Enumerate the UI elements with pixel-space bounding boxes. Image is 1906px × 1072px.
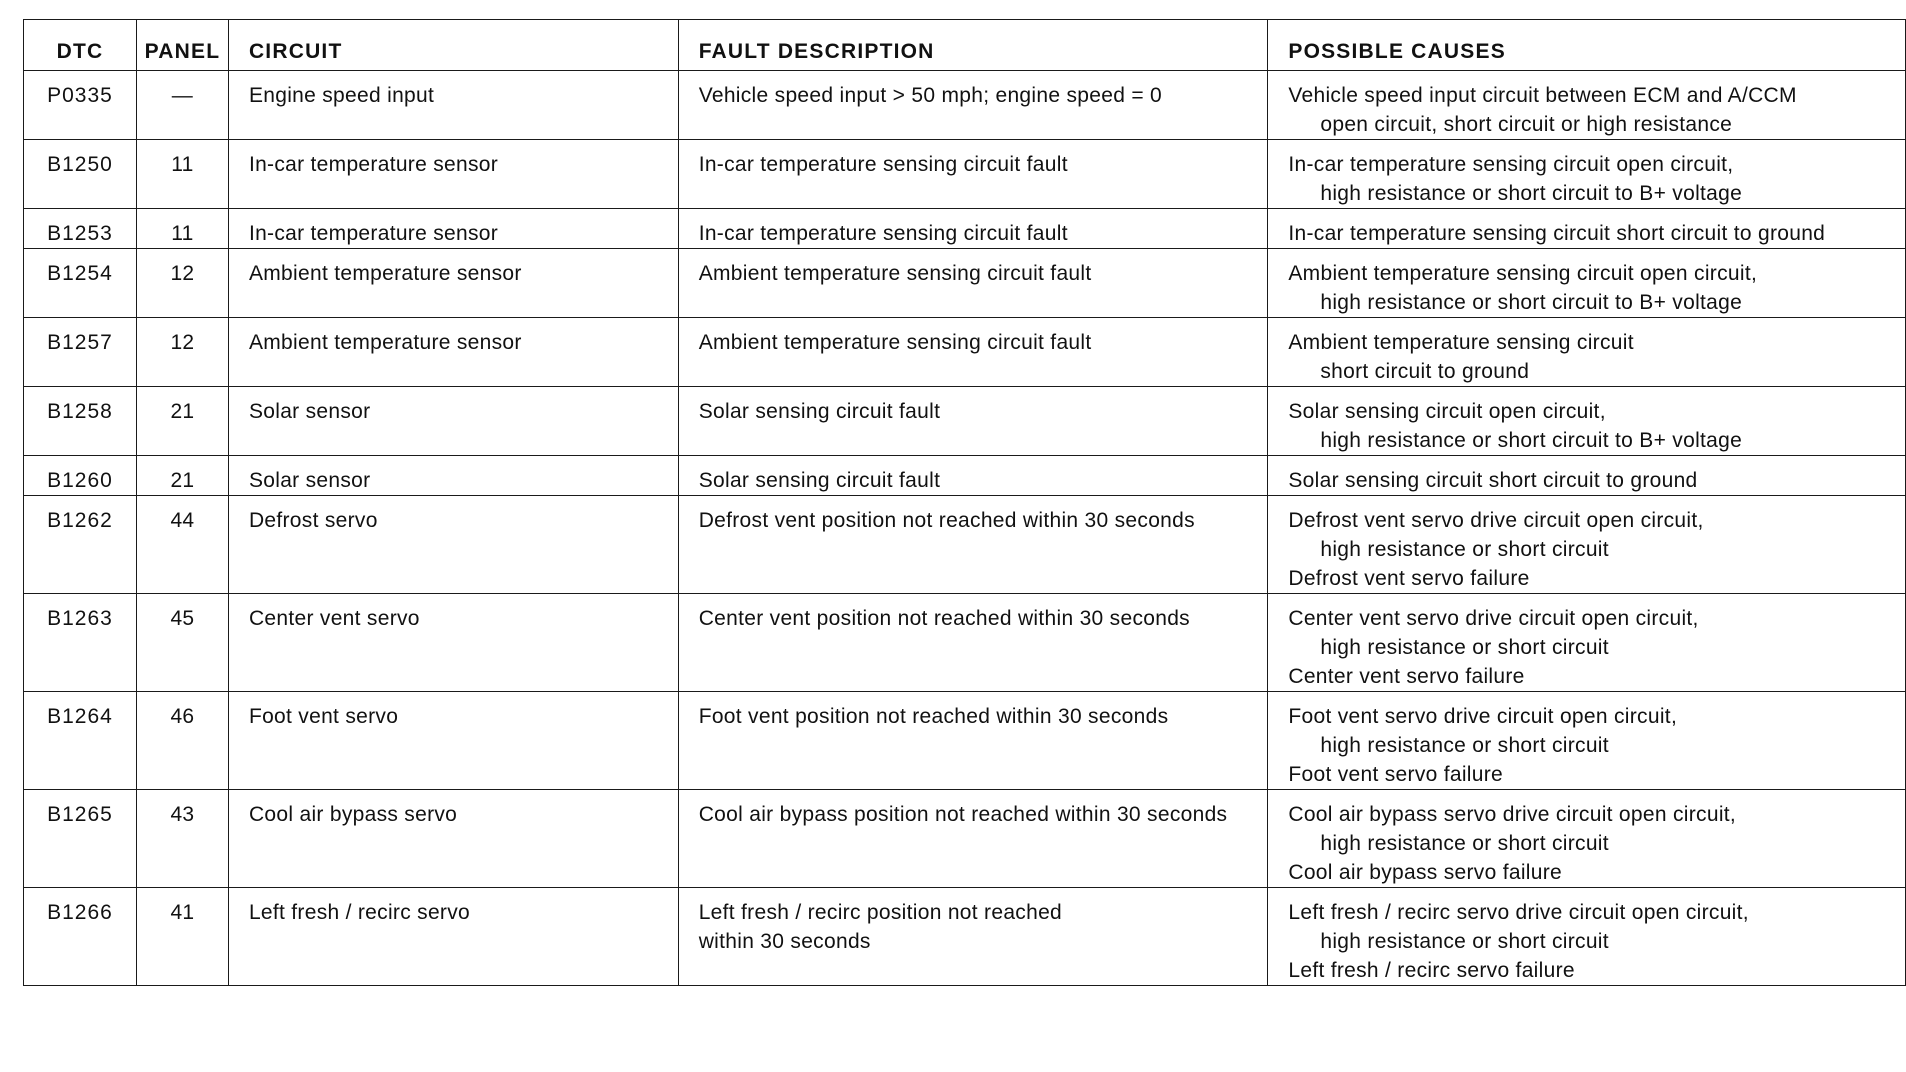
table-row <box>24 140 1906 209</box>
fault-description <box>678 249 1268 318</box>
possible-causes <box>1268 318 1906 387</box>
fault-description <box>678 71 1268 140</box>
possible-causes <box>1268 71 1906 140</box>
panel-code: 21 <box>136 456 228 496</box>
panel-code: 44 <box>136 496 228 594</box>
table-row <box>24 249 1906 318</box>
panel-code: 11 <box>136 209 228 249</box>
fault-description-line: Ambient temperature sensing circuit fault <box>698 262 1092 285</box>
possible-cause-line: high resistance or short circuit to B+ voltage <box>1320 429 1743 452</box>
possible-causes <box>1268 209 1906 249</box>
table-row <box>24 790 1906 888</box>
circuit-name: Solar sensor <box>228 387 678 456</box>
panel-code: 12 <box>136 249 228 318</box>
circuit-name: Engine speed input <box>228 71 678 140</box>
circuit-name: Left fresh / recirc servo <box>228 888 678 986</box>
fault-description <box>678 496 1268 594</box>
possible-cause-line: high resistance or short circuit <box>1320 832 1609 855</box>
circuit-name: Solar sensor <box>228 456 678 496</box>
possible-cause-line: Left fresh / recirc servo failure <box>1288 959 1575 982</box>
possible-causes <box>1268 888 1906 986</box>
possible-cause-line: Foot vent servo failure <box>1288 763 1504 786</box>
possible-causes <box>1268 692 1906 790</box>
table-row <box>24 692 1906 790</box>
table-row <box>24 456 1906 496</box>
fault-description-line: Solar sensing circuit fault <box>698 400 941 423</box>
circuit-name: Ambient temperature sensor <box>228 249 678 318</box>
possible-cause-line: Ambient temperature sensing circuit open circuit, <box>1288 262 1758 285</box>
possible-cause-line: Left fresh / recirc servo drive circuit open circuit, <box>1288 901 1749 924</box>
possible-cause-line: high resistance or short circuit to B+ voltage <box>1320 182 1743 205</box>
fault-description-line: Ambient temperature sensing circuit fault <box>698 331 1092 354</box>
fault-description-line: Foot vent position not reached within 30 seconds <box>698 705 1169 728</box>
possible-cause-line: high resistance or short circuit <box>1320 734 1609 757</box>
circuit-name: Ambient temperature sensor <box>228 318 678 387</box>
possible-cause-line: Defrost vent servo failure <box>1288 567 1530 590</box>
table-row <box>24 496 1906 594</box>
dtc-code: B1265 <box>24 790 137 888</box>
header-dtc: DTC <box>24 20 137 71</box>
dtc-table <box>23 19 1906 986</box>
panel-code: 43 <box>136 790 228 888</box>
table-body <box>24 71 1906 986</box>
fault-description-line: Cool air bypass position not reached within 30 seconds <box>698 803 1228 826</box>
possible-cause-line: Solar sensing circuit open circuit, <box>1288 400 1606 423</box>
possible-cause-line: high resistance or short circuit to B+ voltage <box>1320 291 1743 314</box>
table-row <box>24 387 1906 456</box>
possible-cause-line: high resistance or short circuit <box>1320 636 1609 659</box>
possible-cause-line: Defrost vent servo drive circuit open circuit, <box>1288 509 1704 532</box>
possible-cause-line: short circuit to ground <box>1320 360 1530 383</box>
fault-description <box>678 790 1268 888</box>
header-fault-description: FAULT DESCRIPTION <box>678 20 1268 71</box>
possible-causes <box>1268 790 1906 888</box>
dtc-code: B1263 <box>24 594 137 692</box>
possible-cause-line: In-car temperature sensing circuit short circuit to ground <box>1288 222 1826 245</box>
panel-code: 12 <box>136 318 228 387</box>
fault-description-line: In-car temperature sensing circuit fault <box>698 153 1068 176</box>
table-row <box>24 888 1906 986</box>
fault-description <box>678 318 1268 387</box>
header-possible-causes: POSSIBLE CAUSES <box>1268 20 1906 71</box>
possible-causes <box>1268 387 1906 456</box>
possible-cause-line: Foot vent servo drive circuit open circuit, <box>1288 705 1678 728</box>
dtc-code: B1260 <box>24 456 137 496</box>
dtc-code: B1258 <box>24 387 137 456</box>
dtc-code: B1250 <box>24 140 137 209</box>
fault-description-line: Center vent position not reached within 30 seconds <box>698 607 1190 630</box>
circuit-name: In-car temperature sensor <box>228 209 678 249</box>
panel-code: 21 <box>136 387 228 456</box>
dtc-code: B1262 <box>24 496 137 594</box>
header-panel: PANEL <box>136 20 228 71</box>
possible-cause-line: In-car temperature sensing circuit open circuit, <box>1288 153 1734 176</box>
table-row <box>24 209 1906 249</box>
possible-cause-line: high resistance or short circuit <box>1320 538 1609 561</box>
dtc-code: P0335 <box>24 71 137 140</box>
header-circuit: CIRCUIT <box>228 20 678 71</box>
possible-cause-line: open circuit, short circuit or high resistance <box>1320 113 1733 136</box>
panel-code: 11 <box>136 140 228 209</box>
circuit-name: In-car temperature sensor <box>228 140 678 209</box>
fault-description-line: Defrost vent position not reached within 30 seconds <box>698 509 1195 532</box>
possible-cause-line: high resistance or short circuit <box>1320 930 1609 953</box>
panel-code: 45 <box>136 594 228 692</box>
dtc-code: B1266 <box>24 888 137 986</box>
possible-cause-line: Solar sensing circuit short circuit to ground <box>1288 469 1698 492</box>
fault-description <box>678 888 1268 986</box>
possible-causes <box>1268 140 1906 209</box>
fault-description <box>678 594 1268 692</box>
possible-cause-line: Center vent servo drive circuit open circuit, <box>1288 607 1699 630</box>
fault-description <box>678 140 1268 209</box>
possible-causes <box>1268 249 1906 318</box>
panel-code: — <box>136 71 228 140</box>
circuit-name: Defrost servo <box>228 496 678 594</box>
dtc-code: B1264 <box>24 692 137 790</box>
circuit-name: Center vent servo <box>228 594 678 692</box>
possible-cause-line: Cool air bypass servo failure <box>1288 861 1563 884</box>
table-row <box>24 594 1906 692</box>
dtc-code: B1254 <box>24 249 137 318</box>
possible-cause-line: Ambient temperature sensing circuit <box>1288 331 1634 354</box>
fault-description <box>678 209 1268 249</box>
fault-description-line: within 30 seconds <box>698 930 871 953</box>
possible-causes <box>1268 594 1906 692</box>
fault-description-line: Left fresh / recirc position not reached <box>698 901 1063 924</box>
fault-description <box>678 456 1268 496</box>
dtc-code: B1257 <box>24 318 137 387</box>
panel-code: 41 <box>136 888 228 986</box>
possible-cause-line: Cool air bypass servo drive circuit open circuit, <box>1288 803 1737 826</box>
fault-description-line: Solar sensing circuit fault <box>698 469 941 492</box>
circuit-name: Foot vent servo <box>228 692 678 790</box>
fault-description <box>678 387 1268 456</box>
possible-cause-line: Center vent servo failure <box>1288 665 1525 688</box>
header-row <box>24 20 1906 71</box>
fault-description-line: Vehicle speed input > 50 mph; engine speed = 0 <box>698 84 1162 107</box>
fault-description-line: In-car temperature sensing circuit fault <box>698 222 1068 245</box>
table-row <box>24 71 1906 140</box>
possible-causes <box>1268 496 1906 594</box>
fault-description <box>678 692 1268 790</box>
dtc-code: B1253 <box>24 209 137 249</box>
table-row <box>24 318 1906 387</box>
possible-causes <box>1268 456 1906 496</box>
circuit-name: Cool air bypass servo <box>228 790 678 888</box>
possible-cause-line: Vehicle speed input circuit between ECM and A/CCM <box>1288 84 1797 107</box>
panel-code: 46 <box>136 692 228 790</box>
